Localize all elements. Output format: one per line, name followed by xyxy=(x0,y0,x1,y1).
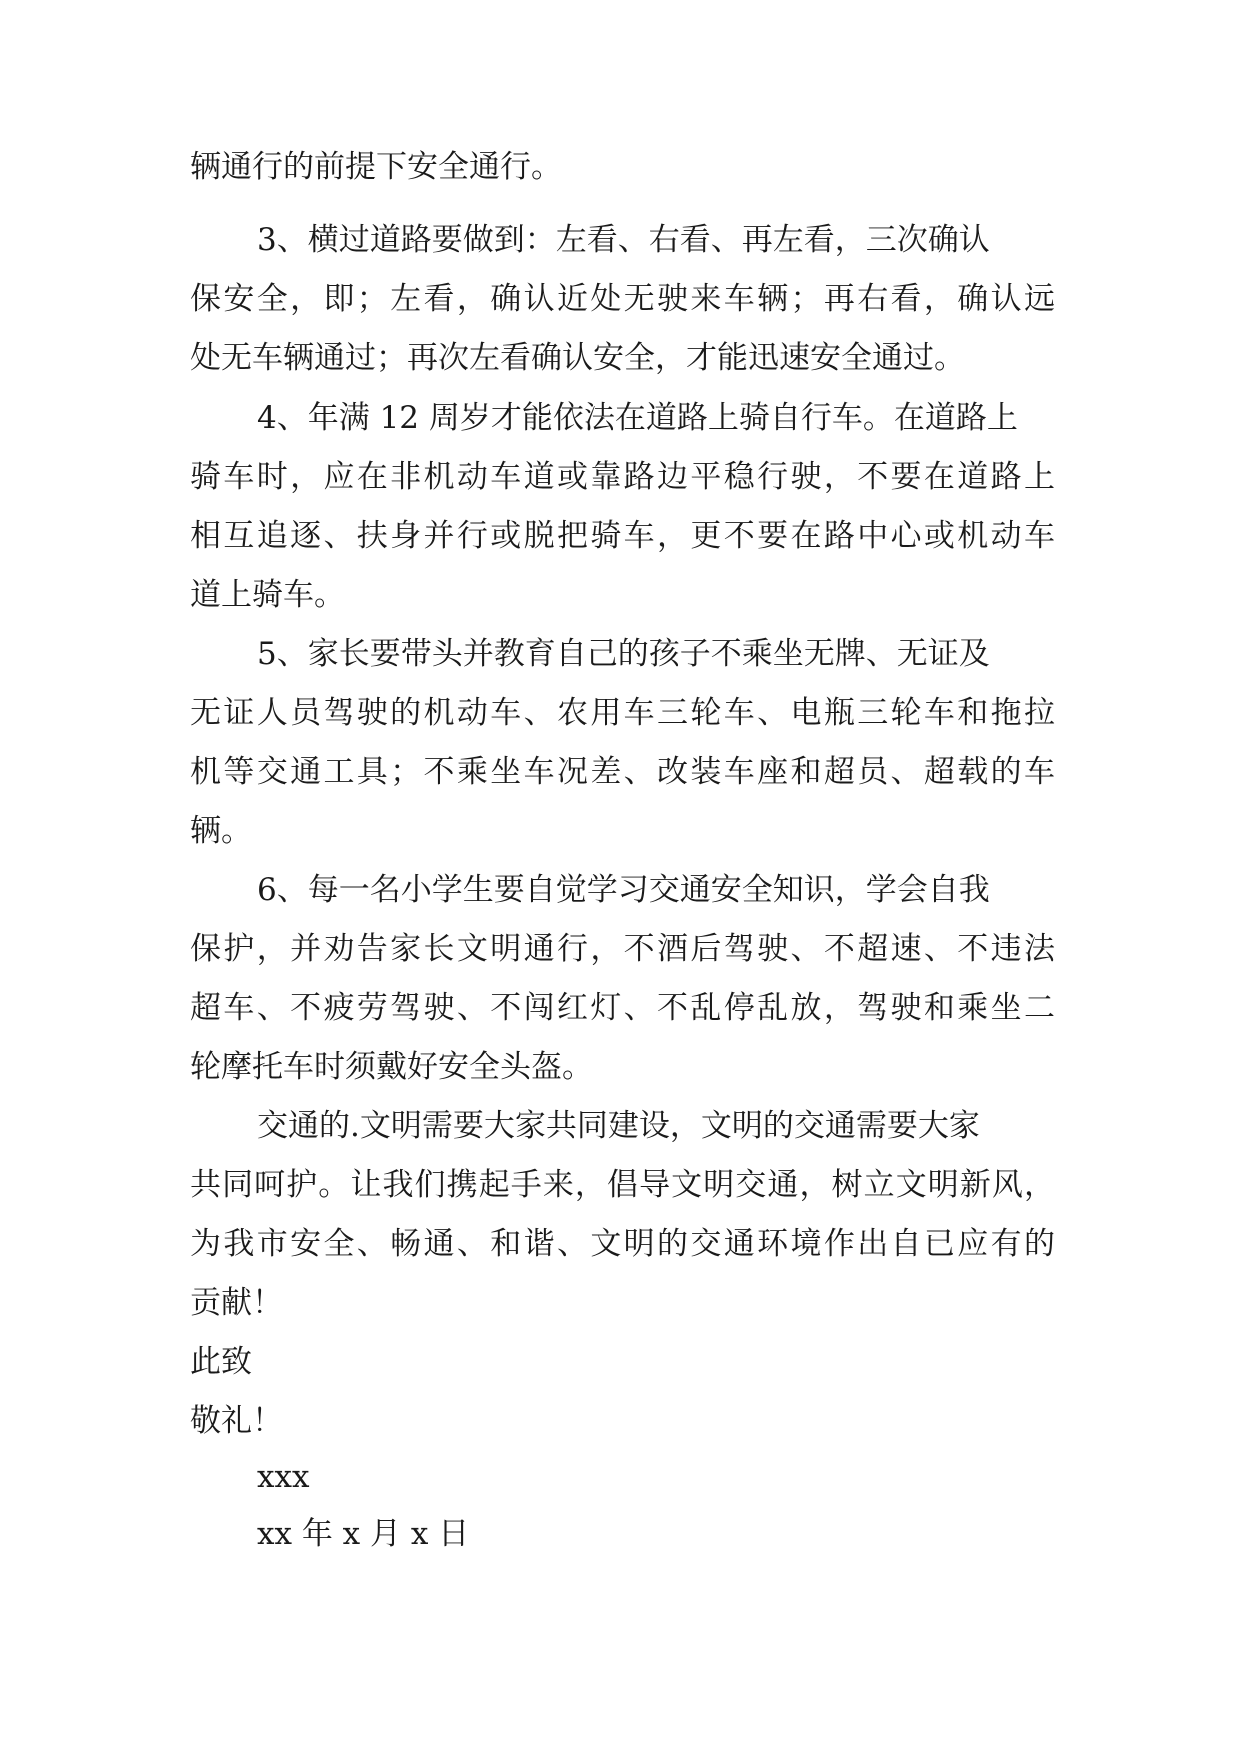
paragraph-line: 保安全，即；左看，确认近处无驶来车辆；再右看，确认远 xyxy=(190,281,1055,317)
paragraph-line: 共同呵护。让我们携起手来，倡导文明交通，树立文明新风， xyxy=(190,1167,1055,1203)
paragraph-line: 为我市安全、畅通、和谐、文明的交通环境作出自已应有的 xyxy=(190,1226,1055,1262)
paragraph-line: 辆。 xyxy=(190,813,252,849)
salutation-line: 此致 xyxy=(190,1344,252,1380)
paragraph-line: 轮摩托车时须戴好安全头盔。 xyxy=(190,1049,593,1085)
paragraph-line: 6、每一名小学生要自觉学习交通安全知识，学会自我 xyxy=(257,872,990,908)
paragraph-line: 交通的.文明需要大家共同建设，文明的交通需要大家 xyxy=(257,1108,980,1144)
paragraph-line: 辆通行的前提下安全通行。 xyxy=(190,149,562,185)
paragraph-line: 5、家长要带头并教育自己的孩子不乘坐无牌、无证及 xyxy=(257,636,990,672)
paragraph-line: 保护，并劝告家长文明通行，不酒后驾驶、不超速、不违法 xyxy=(190,931,1055,967)
paragraph-line: 4、年满 12 周岁才能依法在道路上骑自行车。在道路上 xyxy=(257,400,1018,436)
paragraph-line: 3、横过道路要做到：左看、右看、再左看，三次确认 xyxy=(257,222,990,258)
paragraph-line: 骑车时，应在非机动车道或靠路边平稳行驶，不要在道路上 xyxy=(190,459,1055,495)
paragraph-line: 机等交通工具；不乘坐车况差、改装车座和超员、超载的车 xyxy=(190,754,1055,790)
paragraph-line: 道上骑车。 xyxy=(190,577,345,613)
salutation-line: 敬礼！ xyxy=(190,1403,283,1439)
paragraph-line: 超车、不疲劳驾驶、不闯红灯、不乱停乱放，驾驶和乘坐二 xyxy=(190,990,1055,1026)
paragraph-line: 相互追逐、扶身并行或脱把骑车，更不要在路中心或机动车 xyxy=(190,518,1055,554)
paragraph-line: 无证人员驾驶的机动车、农用车三轮车、电瓶三轮车和拖拉 xyxy=(190,695,1055,731)
paragraph-line: 处无车辆通过；再次左看确认安全，才能迅速安全通过。 xyxy=(190,340,965,376)
paragraph-line: 贡献！ xyxy=(190,1285,283,1321)
signature-date: xx 年 x 月 x 日 xyxy=(257,1516,470,1552)
signature-name: xxx xyxy=(257,1459,310,1495)
